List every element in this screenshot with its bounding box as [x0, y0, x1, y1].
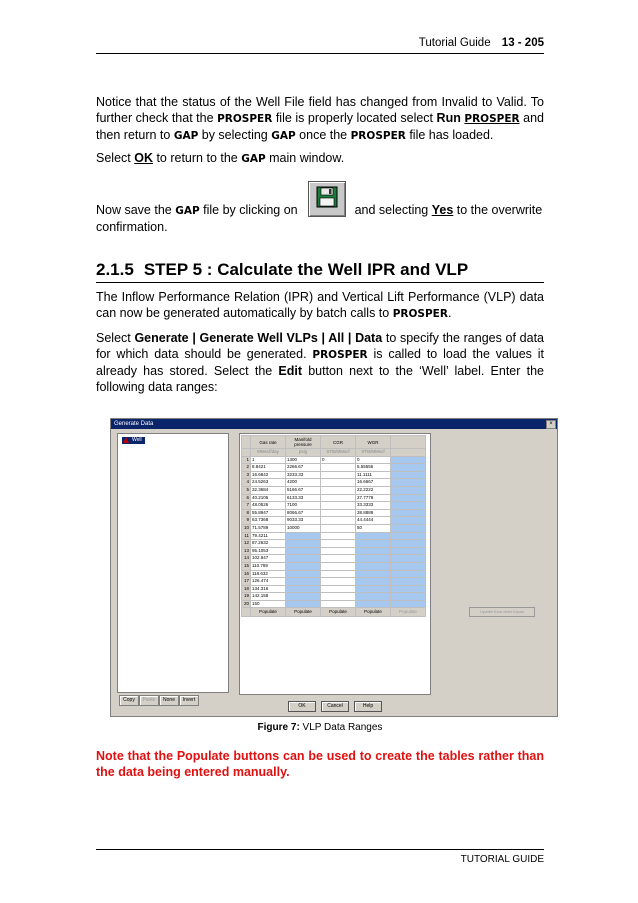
populate-button[interactable]: Populate	[391, 608, 426, 617]
grid-cell[interactable]	[391, 479, 426, 487]
row-number: 12	[242, 540, 251, 548]
prosper-term: PROSPER	[392, 308, 448, 320]
table-row	[242, 471, 426, 479]
page-header	[96, 36, 544, 54]
grid-cell[interactable]: 110.789	[251, 562, 286, 570]
grid-cell[interactable]: 2266.67	[286, 464, 321, 472]
ok-term: OK	[134, 151, 153, 165]
grid-cell[interactable]: 0	[321, 456, 356, 464]
grid-cell[interactable]	[321, 509, 356, 517]
grid-cell[interactable]	[321, 502, 356, 510]
run-prosper-term: PROSPER	[464, 113, 520, 125]
grid-cell[interactable]: 55.8947	[251, 509, 286, 517]
grid-cell[interactable]	[391, 547, 426, 555]
grid-cell[interactable]: 87.2632	[251, 540, 286, 548]
table-row	[242, 494, 426, 502]
grid-cell[interactable]	[286, 532, 321, 540]
grid-cell[interactable]: 1300	[286, 456, 321, 464]
grid-cell[interactable]	[391, 509, 426, 517]
grid-cell[interactable]: 32.3684	[251, 486, 286, 494]
grid-cell[interactable]	[321, 486, 356, 494]
unit-cell: STB/MMscf	[321, 449, 356, 457]
cancel-button[interactable]: Cancel	[321, 701, 349, 712]
grid-cell[interactable]	[356, 555, 391, 563]
grid-cell[interactable]	[391, 471, 426, 479]
text: file by clicking on	[199, 203, 302, 217]
grid-cell[interactable]: 10000	[286, 524, 321, 532]
grid-cell[interactable]: 126.474	[251, 578, 286, 586]
grid-cell[interactable]	[321, 540, 356, 548]
grid-cell[interactable]	[356, 570, 391, 578]
floppy-disk-icon	[308, 181, 346, 217]
populate-note: Note that the Populate buttons can be used to create the tables rather than the data being entered manually.	[96, 749, 544, 779]
grid-cell[interactable]: 22.2222	[356, 486, 391, 494]
grid-cell[interactable]	[391, 517, 426, 525]
column-header: Gas rate	[251, 436, 286, 449]
paragraph-generate-instructions	[96, 330, 544, 395]
text: .	[447, 306, 452, 320]
grid-cell[interactable]	[356, 593, 391, 601]
table-row	[242, 456, 426, 464]
grid-cell[interactable]	[321, 547, 356, 555]
table-row	[242, 555, 426, 563]
header-page-number: 13 - 205	[501, 37, 544, 49]
grid-cell[interactable]	[321, 600, 356, 608]
grid-cell[interactable]: 7100	[286, 502, 321, 510]
grid-cell[interactable]	[356, 585, 391, 593]
grid-cell[interactable]	[321, 471, 356, 479]
grid-cell[interactable]: 95.1053	[251, 547, 286, 555]
grid-cell[interactable]	[356, 532, 391, 540]
populate-button[interactable]: Populate	[356, 608, 391, 617]
text: to the overwrite confirmation.	[96, 203, 543, 234]
grid-cell[interactable]: 11.1111	[356, 471, 391, 479]
unit-row	[242, 449, 426, 457]
tree-item-label: Well	[132, 437, 142, 443]
table-row	[242, 547, 426, 555]
grid-cell[interactable]: 5.55556	[356, 464, 391, 472]
grid-cell[interactable]	[286, 540, 321, 548]
text: file is properly located select	[272, 111, 437, 125]
populate-button[interactable]: Populate	[286, 608, 321, 617]
grid-cell[interactable]: 24.5263	[251, 479, 286, 487]
paragraph-ipr-vlp	[96, 289, 544, 322]
text: Notice that the status of the Well File field has changed from Invalid to Valid. To further check that the	[96, 95, 544, 125]
update-from-other-inputs-button[interactable]: Update from other inputs	[469, 607, 535, 617]
data-ranges-table	[241, 435, 426, 617]
grid-cell[interactable]: 3233.33	[286, 471, 321, 479]
grid-cell[interactable]	[391, 524, 426, 532]
grid-cell[interactable]: 71.5789	[251, 524, 286, 532]
unit-cell: MMscf/day	[251, 449, 286, 457]
row-number: 4	[242, 479, 251, 487]
grid-cell[interactable]: 48.0526	[251, 502, 286, 510]
row-number: 6	[242, 494, 251, 502]
grid-cell[interactable]	[356, 600, 391, 608]
grid-cell[interactable]: 9033.33	[286, 517, 321, 525]
grid-cell[interactable]	[321, 479, 356, 487]
row-number: 1	[242, 456, 251, 464]
text: once the	[295, 128, 351, 142]
grid-cell[interactable]: 8.8421	[251, 464, 286, 472]
gap-term: GAP	[173, 130, 199, 142]
table-row	[242, 486, 426, 494]
grid-cell[interactable]	[356, 562, 391, 570]
column-header: Manifold pressure	[286, 436, 321, 449]
ok-button[interactable]: OK	[288, 701, 316, 712]
footer-text: TUTORIAL GUIDE	[460, 854, 544, 865]
paragraph-well-file-status	[96, 94, 544, 144]
caption-text: VLP Data Ranges	[299, 722, 383, 733]
grid-cell[interactable]	[391, 593, 426, 601]
text: Select	[96, 151, 135, 165]
well-tree-panel[interactable]	[117, 433, 229, 693]
grid-cell[interactable]: 118.632	[251, 570, 286, 578]
page-footer	[96, 849, 544, 865]
row-number: 10	[242, 524, 251, 532]
header-row	[242, 436, 426, 449]
grid-cell[interactable]: 0	[356, 456, 391, 464]
grid-cell[interactable]: 142.158	[251, 593, 286, 601]
row-number: 2	[242, 464, 251, 472]
text: Now save the	[96, 203, 176, 217]
row-number: 11	[242, 532, 251, 540]
paste-button[interactable]: Paste	[139, 695, 159, 706]
populate-corner	[242, 608, 251, 617]
row-number: 13	[242, 547, 251, 555]
table-row	[242, 532, 426, 540]
table-row	[242, 593, 426, 601]
grid-cell[interactable]: 16.6842	[251, 471, 286, 479]
menu-path: Generate | Generate Well VLPs | All | Data	[134, 331, 383, 345]
column-header: WGR	[356, 436, 391, 449]
text: The Inflow Performance Relation (IPR) and Vertical Lift Performance (VLP) data can now be generated automatically by batch calls to	[96, 290, 544, 320]
grid-cell[interactable]: 134.316	[251, 585, 286, 593]
populate-button[interactable]: Populate	[251, 608, 286, 617]
table-row	[242, 509, 426, 517]
gap-term: GAP	[175, 205, 200, 217]
unit-corner	[242, 449, 251, 457]
grid-cell[interactable]	[321, 585, 356, 593]
grid-cell[interactable]	[321, 593, 356, 601]
grid-cell[interactable]	[391, 578, 426, 586]
grid-cell[interactable]	[286, 562, 321, 570]
grid-cell[interactable]	[391, 486, 426, 494]
grid-cell[interactable]: 102.947	[251, 555, 286, 563]
grid-cell[interactable]	[321, 524, 356, 532]
grid-cell[interactable]	[286, 555, 321, 563]
populate-row	[242, 608, 426, 617]
data-ranges-grid-panel	[239, 433, 431, 695]
grid-cell[interactable]	[391, 570, 426, 578]
paragraph-select-ok	[96, 150, 544, 167]
text: is called to load the values it already has stored. Select the	[96, 347, 544, 378]
edit-term: Edit	[278, 364, 303, 378]
grid-cell[interactable]	[321, 570, 356, 578]
text: main window.	[265, 151, 345, 165]
grid-cell[interactable]	[391, 555, 426, 563]
none-button[interactable]: None	[159, 695, 179, 706]
tree-item-well[interactable]	[122, 437, 145, 444]
grid-cell[interactable]: 33.3333	[356, 502, 391, 510]
help-button[interactable]: Help	[354, 701, 382, 712]
section-heading	[96, 260, 544, 283]
gap-term: GAP	[271, 130, 296, 142]
table-row	[242, 578, 426, 586]
section-number: 2.1.5	[96, 260, 134, 279]
figure-caption	[96, 722, 544, 733]
text: to return to the	[152, 151, 242, 165]
grid-cell[interactable]: 150	[251, 600, 286, 608]
grid-cell[interactable]	[391, 494, 426, 502]
grid-cell[interactable]	[391, 456, 426, 464]
row-number: 16	[242, 570, 251, 578]
grid-cell[interactable]	[391, 600, 426, 608]
table-row	[242, 479, 426, 487]
grid-cell[interactable]: 4200	[286, 479, 321, 487]
unit-cell: psig	[286, 449, 321, 457]
grid-cell[interactable]: 38.8889	[356, 509, 391, 517]
generate-data-dialog	[110, 418, 558, 717]
grid-cell[interactable]	[321, 555, 356, 563]
unit-cell: STB/MMscf	[356, 449, 391, 457]
table-row	[242, 540, 426, 548]
close-icon[interactable]: ×	[546, 420, 556, 429]
row-number: 5	[242, 486, 251, 494]
grid-cell[interactable]	[286, 600, 321, 608]
dialog-title: Generate Data	[114, 421, 154, 427]
populate-button[interactable]: Populate	[321, 608, 356, 617]
row-number: 9	[242, 517, 251, 525]
invert-button[interactable]: Invert	[179, 695, 199, 706]
grid-cell[interactable]: 63.7368	[251, 517, 286, 525]
grid-cell[interactable]	[321, 532, 356, 540]
grid-cell[interactable]: 50	[356, 524, 391, 532]
section-title: STEP 5 : Calculate the Well IPR and VLP	[143, 260, 469, 279]
grid-cell[interactable]	[286, 570, 321, 578]
grid-cell[interactable]	[321, 464, 356, 472]
text: and then return to	[96, 111, 544, 142]
grid-cell[interactable]: 44.4444	[356, 517, 391, 525]
prosper-term: PROSPER	[312, 349, 368, 361]
table-row	[242, 585, 426, 593]
column-header	[391, 436, 426, 449]
grid-cell[interactable]: 8066.67	[286, 509, 321, 517]
text: and selecting	[351, 203, 432, 217]
table-row	[242, 570, 426, 578]
row-number: 8	[242, 509, 251, 517]
column-header: CGR	[321, 436, 356, 449]
corner-cell	[242, 436, 251, 449]
dialog-title-bar	[111, 419, 557, 429]
text: to specify the ranges of data for which data should be generated.	[96, 331, 544, 361]
text: by selecting	[198, 128, 272, 142]
grid-cell[interactable]	[356, 578, 391, 586]
table-row	[242, 517, 426, 525]
grid-cell[interactable]	[286, 578, 321, 586]
grid-cell[interactable]	[286, 585, 321, 593]
grid-cell[interactable]	[391, 540, 426, 548]
grid-cell[interactable]	[321, 494, 356, 502]
row-number: 14	[242, 555, 251, 563]
yes-term: Yes	[431, 203, 454, 217]
grid-cell[interactable]	[391, 562, 426, 570]
text: file has loaded.	[405, 128, 494, 142]
row-number: 3	[242, 471, 251, 479]
row-number: 15	[242, 562, 251, 570]
text: button next to the ‘Well’ label. Enter the following data ranges:	[96, 364, 544, 394]
unit-cell	[391, 449, 426, 457]
prosper-term: PROSPER	[350, 130, 406, 142]
grid-cell[interactable]: 1	[251, 456, 286, 464]
grid-cell[interactable]	[356, 540, 391, 548]
run-term: Run	[436, 111, 465, 125]
grid-cell[interactable]	[391, 502, 426, 510]
grid-cell[interactable]	[356, 547, 391, 555]
header-section: Tutorial Guide	[418, 37, 491, 49]
grid-cell[interactable]	[391, 585, 426, 593]
grid-cell[interactable]: 6133.33	[286, 494, 321, 502]
grid-cell[interactable]: 16.6667	[356, 479, 391, 487]
warning-triangle-icon	[123, 437, 129, 443]
table-row	[242, 600, 426, 608]
prosper-term: PROSPER	[217, 113, 273, 125]
row-number: 17	[242, 578, 251, 586]
table-row	[242, 464, 426, 472]
table-row	[242, 524, 426, 532]
grid-cell[interactable]: 40.2105	[251, 494, 286, 502]
gap-term: GAP	[241, 153, 266, 165]
grid-cell[interactable]: 27.7778	[356, 494, 391, 502]
grid-cell[interactable]	[391, 464, 426, 472]
text: Select	[96, 331, 135, 345]
grid-cell[interactable]	[286, 593, 321, 601]
grid-cell[interactable]	[321, 517, 356, 525]
grid-cell[interactable]	[321, 562, 356, 570]
caption-label: Figure 7:	[257, 722, 300, 733]
table-row	[242, 502, 426, 510]
grid-cell[interactable]: 79.4211	[251, 532, 286, 540]
grid-cell[interactable]: 5166.67	[286, 486, 321, 494]
copy-button[interactable]: Copy	[119, 695, 139, 706]
row-number: 18	[242, 585, 251, 593]
grid-cell[interactable]	[321, 578, 356, 586]
row-number: 19	[242, 593, 251, 601]
row-number: 7	[242, 502, 251, 510]
table-row	[242, 562, 426, 570]
grid-cell[interactable]	[391, 532, 426, 540]
grid-cell[interactable]	[286, 547, 321, 555]
row-number: 20	[242, 600, 251, 608]
